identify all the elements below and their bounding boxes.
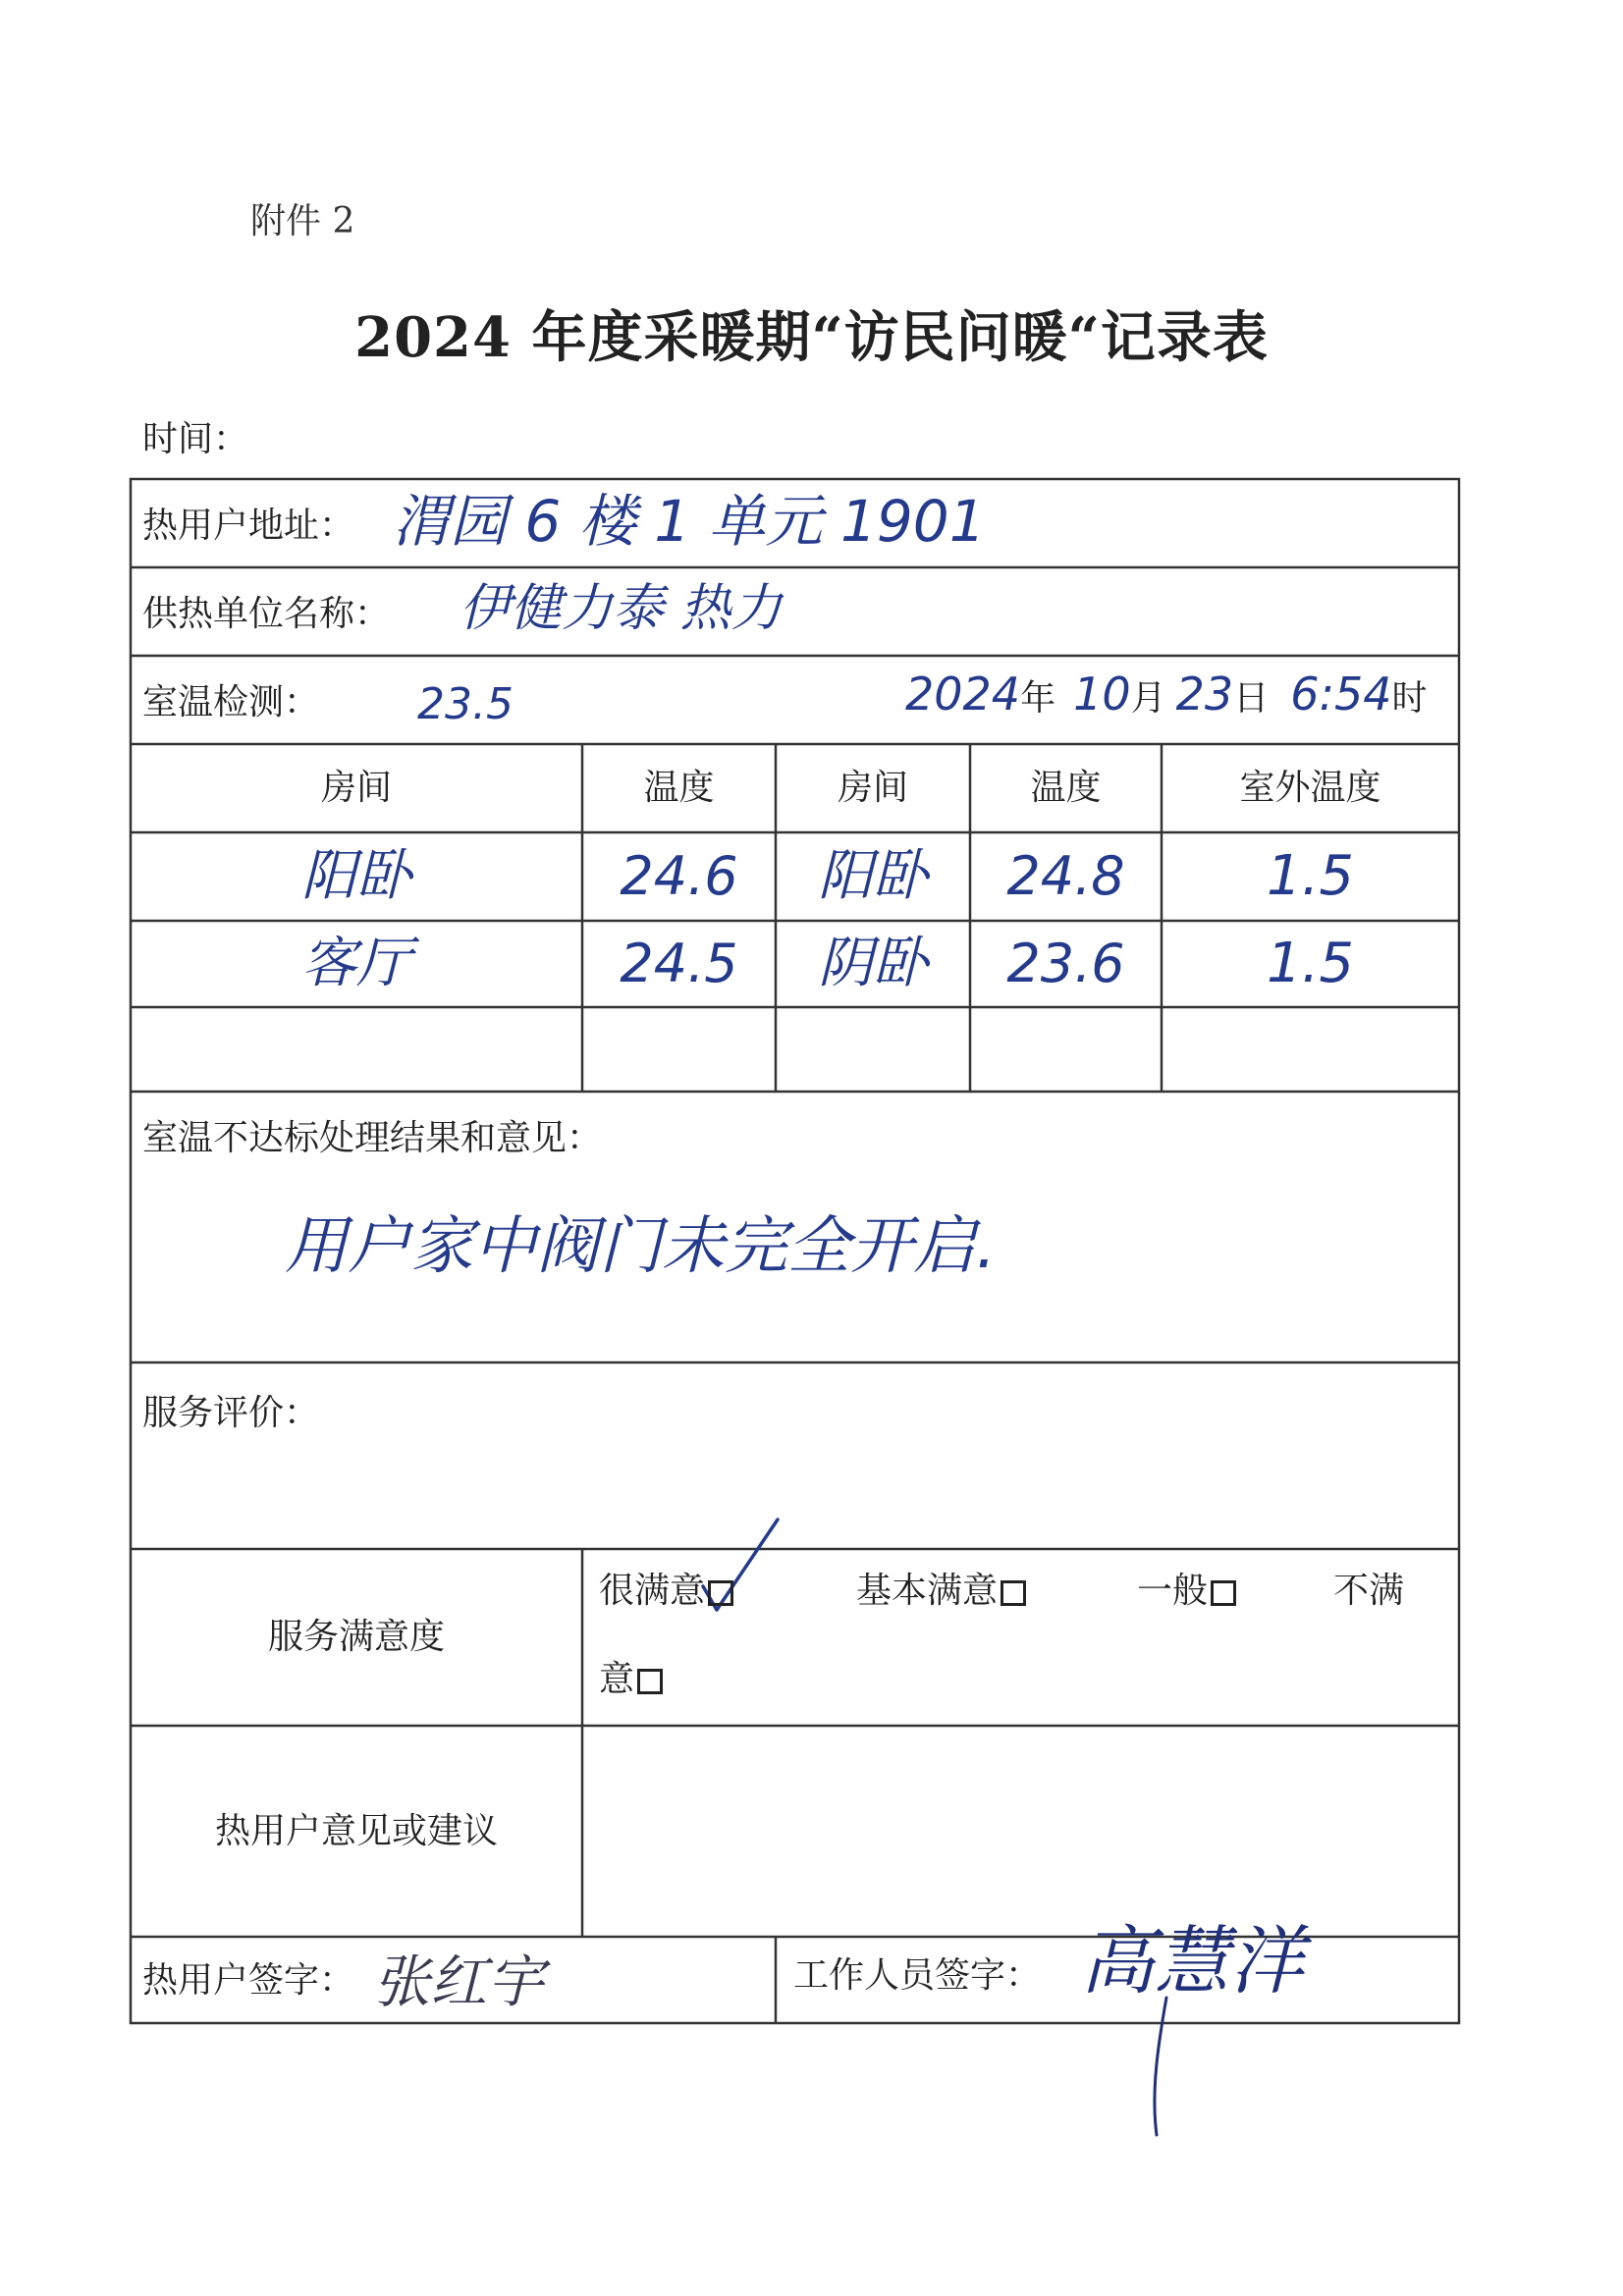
option-dissatisfied-line2[interactable] bbox=[599, 1659, 663, 1699]
table-cell: 24.8 bbox=[1006, 845, 1125, 907]
checkbox-icon[interactable] bbox=[637, 1669, 663, 1694]
option-basically-satisfied[interactable] bbox=[856, 1571, 1026, 1611]
staff-signature: 高慧洋 bbox=[1080, 1917, 1304, 2004]
option-average[interactable] bbox=[1137, 1571, 1236, 1611]
suggestions-label: 热用户意见或建议 bbox=[214, 1810, 498, 1851]
day-value: 23 bbox=[1175, 667, 1234, 721]
table-cell: 1.5 bbox=[1266, 932, 1355, 995]
option-label: 基本满意 bbox=[856, 1571, 999, 1611]
user-signature-label: 热用户签字： bbox=[142, 1960, 355, 2001]
table-cell: 23.6 bbox=[1006, 933, 1125, 994]
header-room-1: 房间 bbox=[320, 768, 392, 808]
table-cell: 阴卧 bbox=[818, 932, 928, 995]
time-label: 时间： bbox=[142, 419, 249, 459]
user-signature: 张红宇 bbox=[373, 1949, 545, 2015]
date-time-field bbox=[905, 667, 1428, 721]
document-title: 2024 年度采暖期“访民问暖“记录表 bbox=[354, 305, 1269, 370]
header-temp-1: 温度 bbox=[643, 768, 715, 808]
checkbox-icon[interactable] bbox=[1211, 1580, 1236, 1606]
checkbox-icon[interactable] bbox=[1001, 1580, 1026, 1606]
substandard-value: 用户家中阀门未完全开启. bbox=[285, 1210, 997, 1283]
month-value: 10 bbox=[1073, 667, 1131, 721]
option-very-satisfied[interactable] bbox=[599, 1571, 733, 1611]
table-cell: 阳卧 bbox=[818, 844, 928, 908]
header-outdoor-temp: 室外温度 bbox=[1239, 768, 1381, 808]
month-unit: 月 bbox=[1130, 678, 1166, 719]
checkbox-icon[interactable] bbox=[708, 1580, 733, 1606]
heating-unit-value: 伊健力泰 热力 bbox=[460, 579, 783, 638]
table-cell: 1.5 bbox=[1266, 844, 1355, 908]
header-temp-2: 温度 bbox=[1030, 768, 1102, 808]
substandard-label: 室温不达标处理结果和意见： bbox=[142, 1118, 603, 1158]
year-unit: 年 bbox=[1020, 678, 1056, 719]
suggestions-field[interactable] bbox=[582, 1726, 1459, 1937]
option-label: 意 bbox=[599, 1659, 635, 1699]
table-cell: 客厅 bbox=[301, 932, 411, 995]
table-cell: 阳卧 bbox=[301, 844, 411, 908]
room-temp-label: 室温检测： bbox=[142, 682, 320, 722]
hour-value: 6:54 bbox=[1290, 667, 1392, 721]
hour-unit: 时 bbox=[1391, 678, 1428, 719]
option-label: 一般 bbox=[1137, 1571, 1209, 1611]
signature-stroke-icon bbox=[1129, 1993, 1188, 2140]
header-room-2: 房间 bbox=[837, 768, 908, 808]
year-value: 2024 bbox=[905, 667, 1021, 721]
day-unit: 日 bbox=[1233, 678, 1270, 719]
address-label: 热用户地址： bbox=[142, 506, 355, 546]
option-dissatisfied-line1[interactable]: 不满 bbox=[1333, 1571, 1405, 1611]
table-cell: 24.5 bbox=[620, 933, 738, 994]
room-temp-value: 23.5 bbox=[417, 679, 514, 729]
address-value: 渭园 6 楼 1 单元 1901 bbox=[393, 488, 986, 555]
table-cell: 24.6 bbox=[620, 845, 738, 907]
option-label: 很满意 bbox=[599, 1571, 706, 1611]
staff-signature-label: 工作人员签字： bbox=[793, 1955, 1042, 1996]
heating-unit-label: 供热单位名称： bbox=[142, 594, 391, 634]
satisfaction-label: 服务满意度 bbox=[267, 1617, 445, 1657]
attachment-label: 附件 2 bbox=[250, 201, 355, 241]
service-eval-label: 服务评价： bbox=[142, 1393, 320, 1433]
